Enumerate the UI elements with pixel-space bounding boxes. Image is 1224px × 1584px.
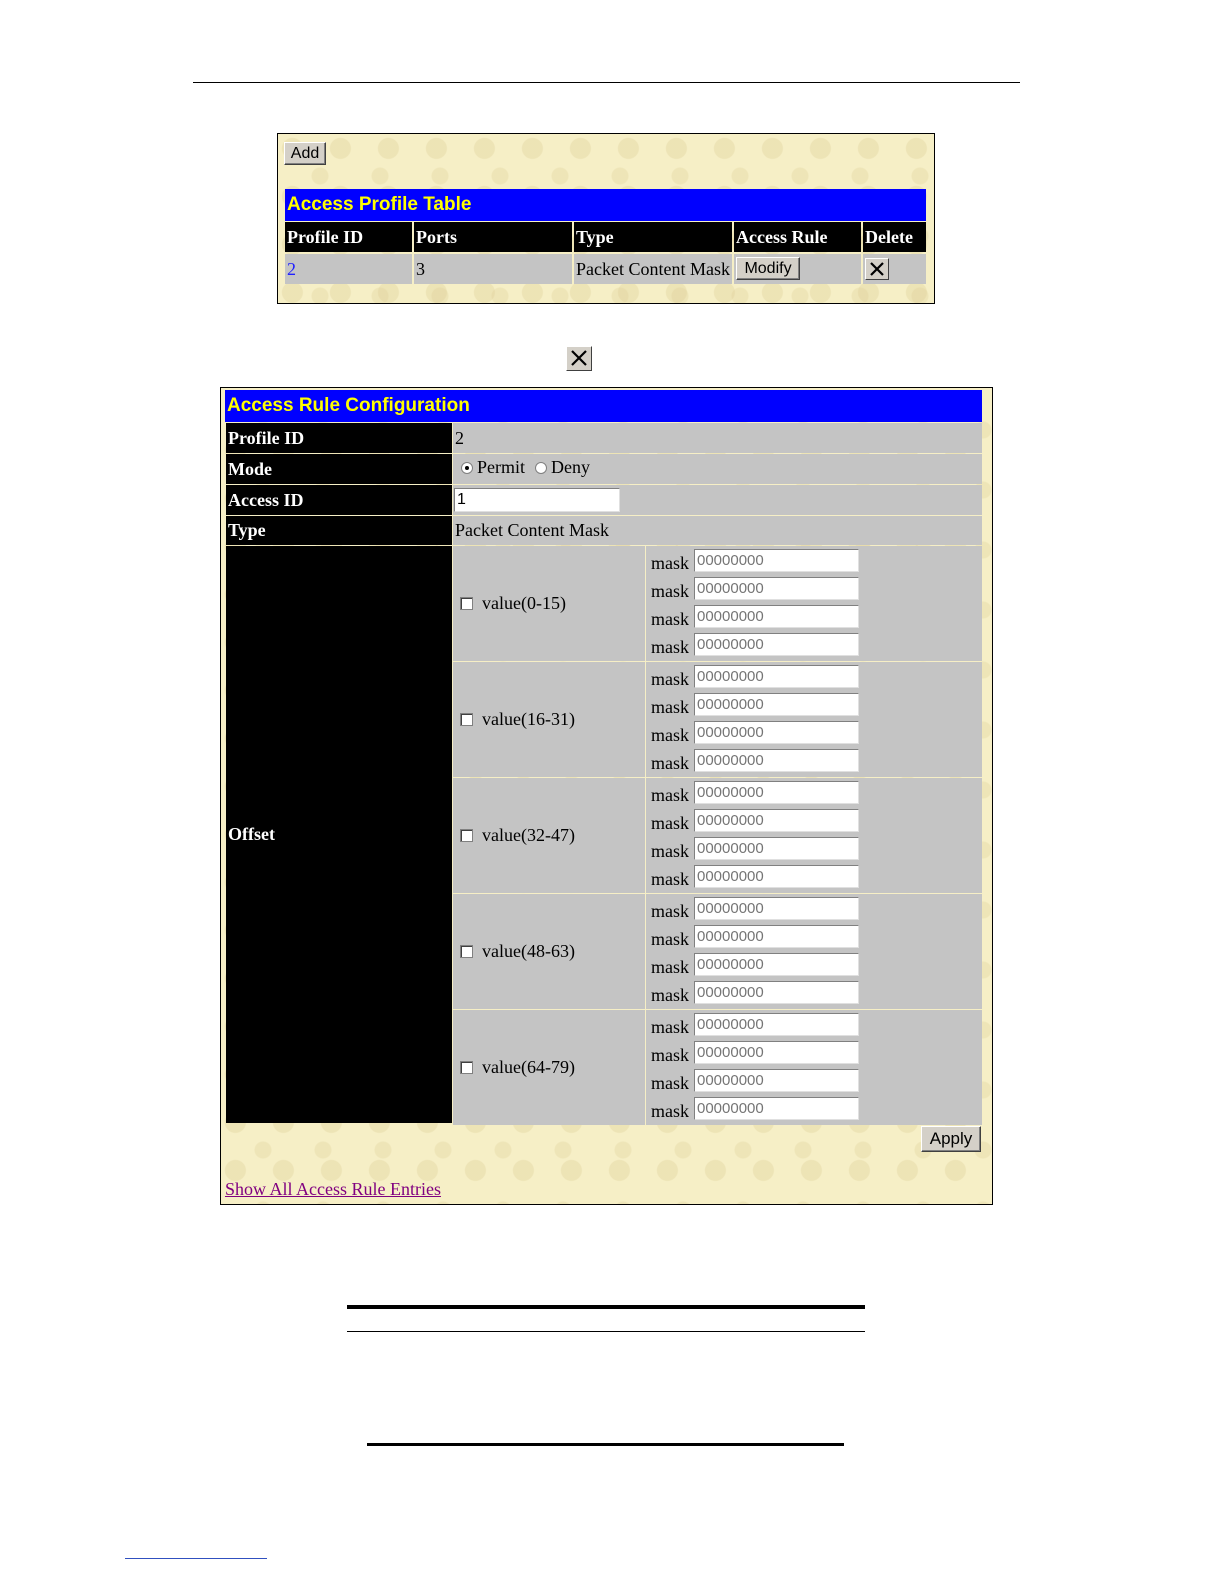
mask-input[interactable]: [694, 1013, 859, 1036]
mask-label: mask: [651, 553, 689, 573]
mask-label: mask: [651, 1017, 689, 1037]
apply-button[interactable]: Apply: [921, 1126, 981, 1152]
mask-input[interactable]: [694, 925, 859, 948]
mask-label: mask: [651, 869, 689, 889]
access-id-label: Access ID: [226, 485, 452, 515]
mode-deny-label: Deny: [551, 457, 590, 477]
mask-input[interactable]: [694, 781, 859, 804]
mask-label: mask: [651, 985, 689, 1005]
offset-value-checkbox[interactable]: [460, 713, 473, 726]
add-button[interactable]: Add: [284, 142, 326, 165]
mask-input[interactable]: [694, 633, 859, 656]
mask-input[interactable]: [694, 809, 859, 832]
type-value: Packet Content Mask: [453, 516, 982, 545]
type-label: Type: [226, 516, 452, 545]
mask-label: mask: [651, 669, 689, 689]
mask-label: mask: [651, 609, 689, 629]
access-rule-config-title: Access Rule Configuration: [225, 390, 982, 422]
col-header-delete: Delete: [863, 222, 926, 252]
offset-value-label: value(48-63): [482, 941, 575, 961]
mask-input[interactable]: [694, 749, 859, 772]
mask-input[interactable]: [694, 549, 859, 572]
mask-input[interactable]: [694, 1097, 859, 1120]
access-profile-table-title: Access Profile Table: [285, 189, 926, 221]
mask-label: mask: [651, 697, 689, 717]
offset-value-checkbox[interactable]: [460, 1061, 473, 1074]
modify-button[interactable]: Modify: [736, 257, 800, 280]
ports-cell: 3: [414, 254, 572, 284]
mask-label: mask: [651, 841, 689, 861]
mode-deny-radio[interactable]: [535, 462, 547, 474]
mask-label: mask: [651, 637, 689, 657]
offset-value-checkbox[interactable]: [460, 829, 473, 842]
mask-input[interactable]: [694, 953, 859, 976]
close-icon: [869, 261, 885, 277]
mask-input[interactable]: [694, 605, 859, 628]
mode-permit-radio[interactable]: [461, 462, 473, 474]
col-header-access-rule: Access Rule: [734, 222, 861, 252]
offset-value-label: value(0-15): [482, 593, 566, 613]
mode-label: Mode: [226, 454, 452, 484]
offset-value-checkbox[interactable]: [460, 597, 473, 610]
show-all-access-rule-entries-link[interactable]: Show All Access Rule Entries: [225, 1179, 441, 1199]
divider-thin: [347, 1331, 865, 1332]
mode-permit-label: Permit: [477, 457, 525, 477]
mask-label: mask: [651, 957, 689, 977]
mask-label: mask: [651, 581, 689, 601]
mask-input[interactable]: [694, 837, 859, 860]
mask-label: mask: [651, 785, 689, 805]
mask-input[interactable]: [694, 897, 859, 920]
close-icon: [570, 349, 588, 367]
col-header-profile-id: Profile ID: [285, 222, 412, 252]
mask-label: mask: [651, 753, 689, 773]
profile-id-link[interactable]: 2: [285, 254, 412, 284]
mask-input[interactable]: [694, 1041, 859, 1064]
mask-input[interactable]: [694, 577, 859, 600]
mask-label: mask: [651, 1101, 689, 1121]
divider-lower: [367, 1443, 844, 1446]
offset-value-label: value(32-47): [482, 825, 575, 845]
mask-input[interactable]: [694, 981, 859, 1004]
mask-input[interactable]: [694, 665, 859, 688]
access-id-input[interactable]: [454, 488, 620, 512]
offset-value-checkbox[interactable]: [460, 945, 473, 958]
mask-input[interactable]: [694, 693, 859, 716]
footer-link-underline: [125, 1558, 267, 1559]
mask-label: mask: [651, 725, 689, 745]
profile-id-label: Profile ID: [226, 423, 452, 453]
profile-id-value: 2: [453, 423, 982, 453]
col-header-ports: Ports: [414, 222, 572, 252]
offset-value-label: value(16-31): [482, 709, 575, 729]
header-rule: [193, 82, 1020, 83]
delete-button[interactable]: [865, 258, 889, 280]
offset-value-label: value(64-79): [482, 1057, 575, 1077]
delete-icon-sample: [566, 346, 592, 371]
mask-label: mask: [651, 901, 689, 921]
divider-thick: [347, 1305, 865, 1309]
offset-label: Offset: [226, 546, 452, 1123]
mask-label: mask: [651, 929, 689, 949]
col-header-type: Type: [574, 222, 732, 252]
type-cell: Packet Content Mask: [574, 254, 732, 284]
mask-input[interactable]: [694, 1069, 859, 1092]
mask-input[interactable]: [694, 865, 859, 888]
mode-value: [453, 454, 982, 484]
mask-label: mask: [651, 813, 689, 833]
mask-label: mask: [651, 1045, 689, 1065]
mask-input[interactable]: [694, 721, 859, 744]
mask-label: mask: [651, 1073, 689, 1093]
